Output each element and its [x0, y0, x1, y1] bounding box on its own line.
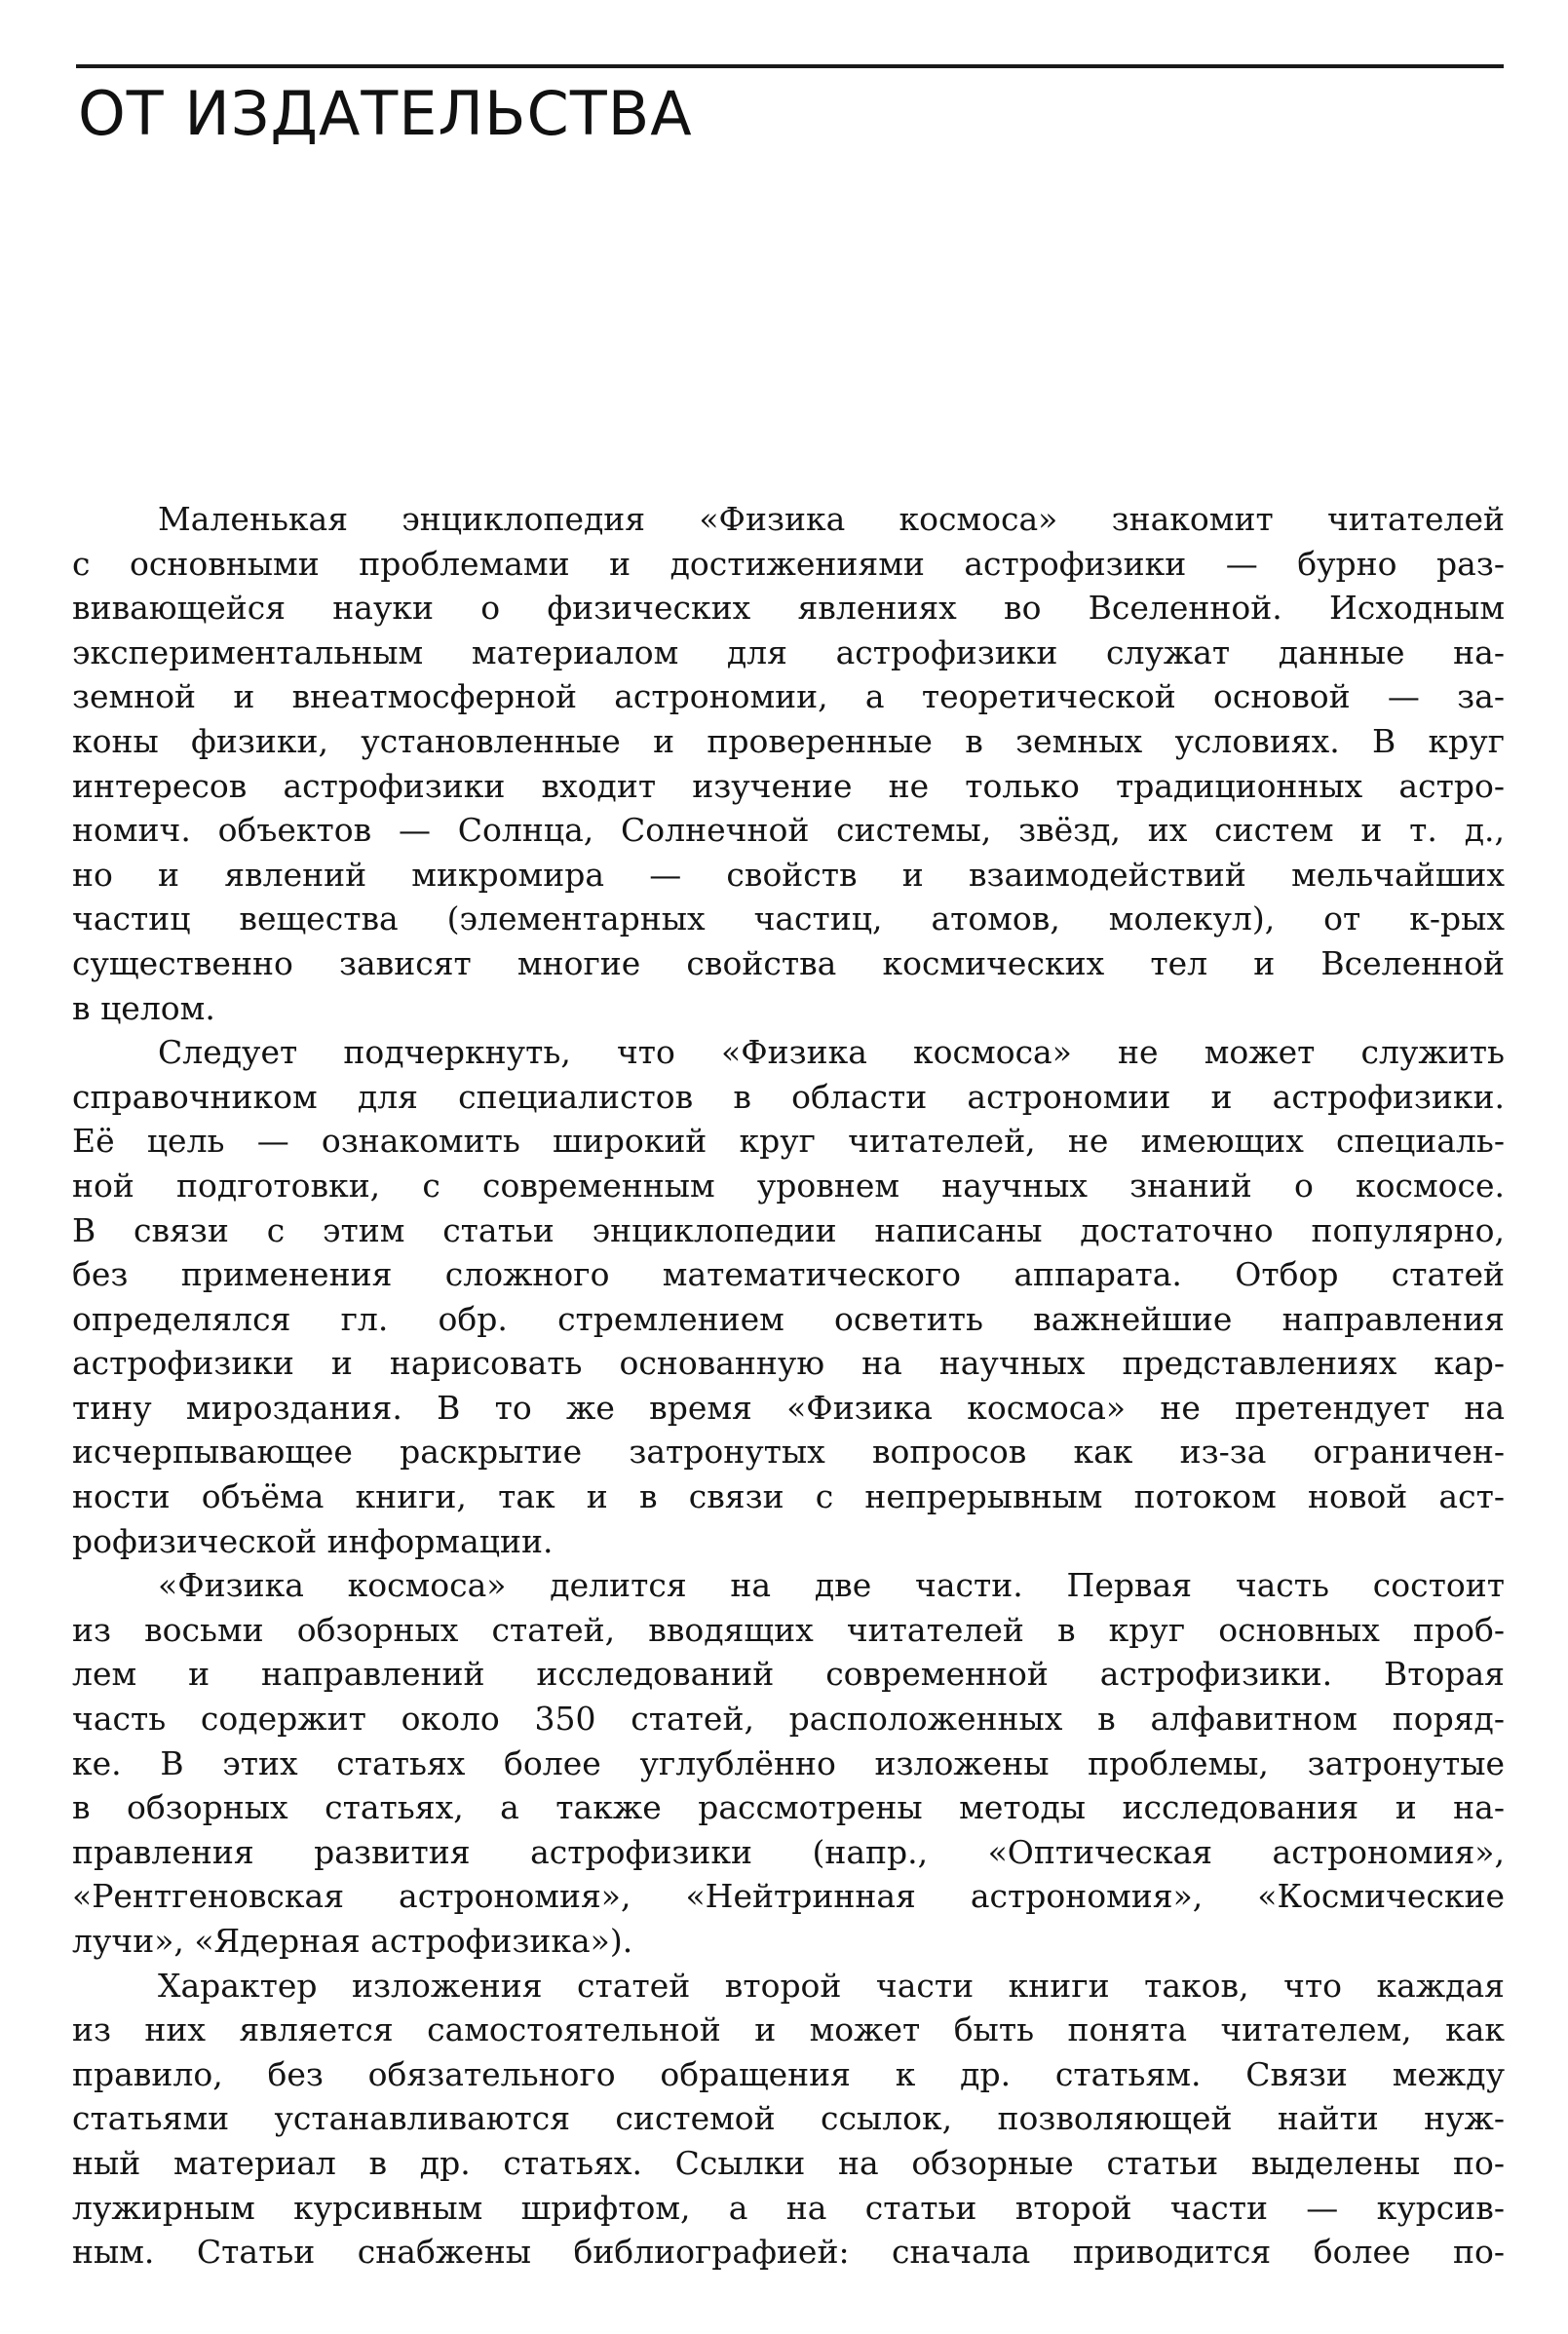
paragraph — [72, 1030, 1505, 1563]
text-line: «Физика космоса» делится на две части. Первая часть состоит — [158, 1566, 1505, 1605]
paragraph — [72, 1563, 1505, 1963]
body-text — [72, 497, 1505, 2275]
text-line: ным. Статьи снабжены библиографией: сначала приводится более по- — [72, 2233, 1505, 2272]
text-line: с основными проблемами и достижениями астрофизики — бурно раз- — [72, 544, 1505, 583]
text-line: статьями устанавливаются системой ссылок, позволяющей найти нуж- — [72, 2099, 1505, 2138]
text-line: тину мироздания. В то же время «Физика космоса» не претендует на — [72, 1388, 1505, 1427]
text-line: Её цель — ознакомить широкий круг читателей, не имеющих специаль- — [72, 1122, 1505, 1161]
text-line: ной подготовки, с современным уровнем научных знаний о космосе. — [72, 1166, 1505, 1205]
text-line: «Рентгеновская астрономия», «Нейтринная астрономия», «Космические — [72, 1877, 1505, 1916]
text-line: но и явлений микромира — свойств и взаимодействий мельчайших — [72, 855, 1505, 894]
text-line: Маленькая энциклопедия «Физика космоса» знакомит читателей — [158, 500, 1505, 538]
text-line: ности объёма книги, так и в связи с непрерывным потоком новой аст- — [72, 1477, 1505, 1516]
text-line: вивающейся науки о физических явлениях во Вселенной. Исходным — [72, 589, 1505, 628]
text-line: интересов астрофизики входит изучение не только традиционных астро- — [72, 766, 1505, 805]
text-line: Следует подчеркнуть, что «Физика космоса» не может служить — [158, 1033, 1505, 1072]
header-rule — [76, 64, 1504, 68]
text-line: В связи с этим статьи энциклопедии написаны достаточно популярно, — [72, 1210, 1505, 1249]
paragraph — [72, 497, 1505, 1030]
text-line: из восьми обзорных статей, вводящих читателей в круг основных проб- — [72, 1610, 1505, 1649]
text-line: ный материал в др. статьях. Ссылки на обзорные статьи выделены по- — [72, 2143, 1505, 2182]
text-line: номич. объектов — Солнца, Солнечной системы, звёзд, их систем и т. д., — [72, 811, 1505, 850]
text-line: существенно зависят многие свойства космических тел и Вселенной — [72, 943, 1505, 982]
text-line: в обзорных статьях, а также рассмотрены методы исследования и на- — [72, 1788, 1505, 1827]
text-line: рофизической информации. — [72, 1521, 554, 1560]
text-line: астрофизики и нарисовать основанную на научных представлениях кар- — [72, 1344, 1505, 1383]
text-line: часть содержит около 350 статей, расположенных в алфавитном поряд- — [72, 1700, 1505, 1739]
text-line: лучи», «Ядерная астрофизика»). — [72, 1922, 633, 1960]
text-line: справочником для специалистов в области астрономии и астрофизики. — [72, 1077, 1505, 1116]
text-line: в целом. — [72, 988, 215, 1027]
text-line: правило, без обязательного обращения к др. статьям. Связи между — [72, 2054, 1505, 2093]
text-line: без применения сложного математического аппарата. Отбор статей — [72, 1255, 1505, 1294]
text-line: экспериментальным материалом для астрофизики служат данные на- — [72, 632, 1505, 671]
text-line: лем и направлений исследований современной астрофизики. Вторая — [72, 1655, 1505, 1694]
paragraph — [72, 1964, 1505, 2275]
text-line: лужирным курсивным шрифтом, а на статьи второй части — курсив- — [72, 2188, 1505, 2227]
text-line: из них является самостоятельной и может быть понята читателем, как — [72, 2010, 1505, 2049]
page-title: ОТ ИЗДАТЕЛЬСТВА — [78, 78, 693, 149]
text-line: правления развития астрофизики (напр., «Оптическая астрономия», — [72, 1832, 1505, 1871]
text-line: определялся гл. обр. стремлением осветить важнейшие направления — [72, 1299, 1505, 1338]
text-line: земной и внеатмосферной астрономии, а теоретической основой — за- — [72, 677, 1505, 716]
text-line: частиц вещества (элементарных частиц, атомов, молекул), от к-рых — [72, 899, 1505, 938]
text-line: ке. В этих статьях более углублённо изложены проблемы, затронутые — [72, 1743, 1505, 1782]
text-line: Характер изложения статей второй части книги таков, что каждая — [158, 1966, 1505, 2005]
text-line: исчерпывающее раскрытие затронутых вопросов как из-за ограничен- — [72, 1433, 1505, 1472]
text-line: коны физики, установленные и проверенные в земных условиях. В круг — [72, 721, 1505, 760]
